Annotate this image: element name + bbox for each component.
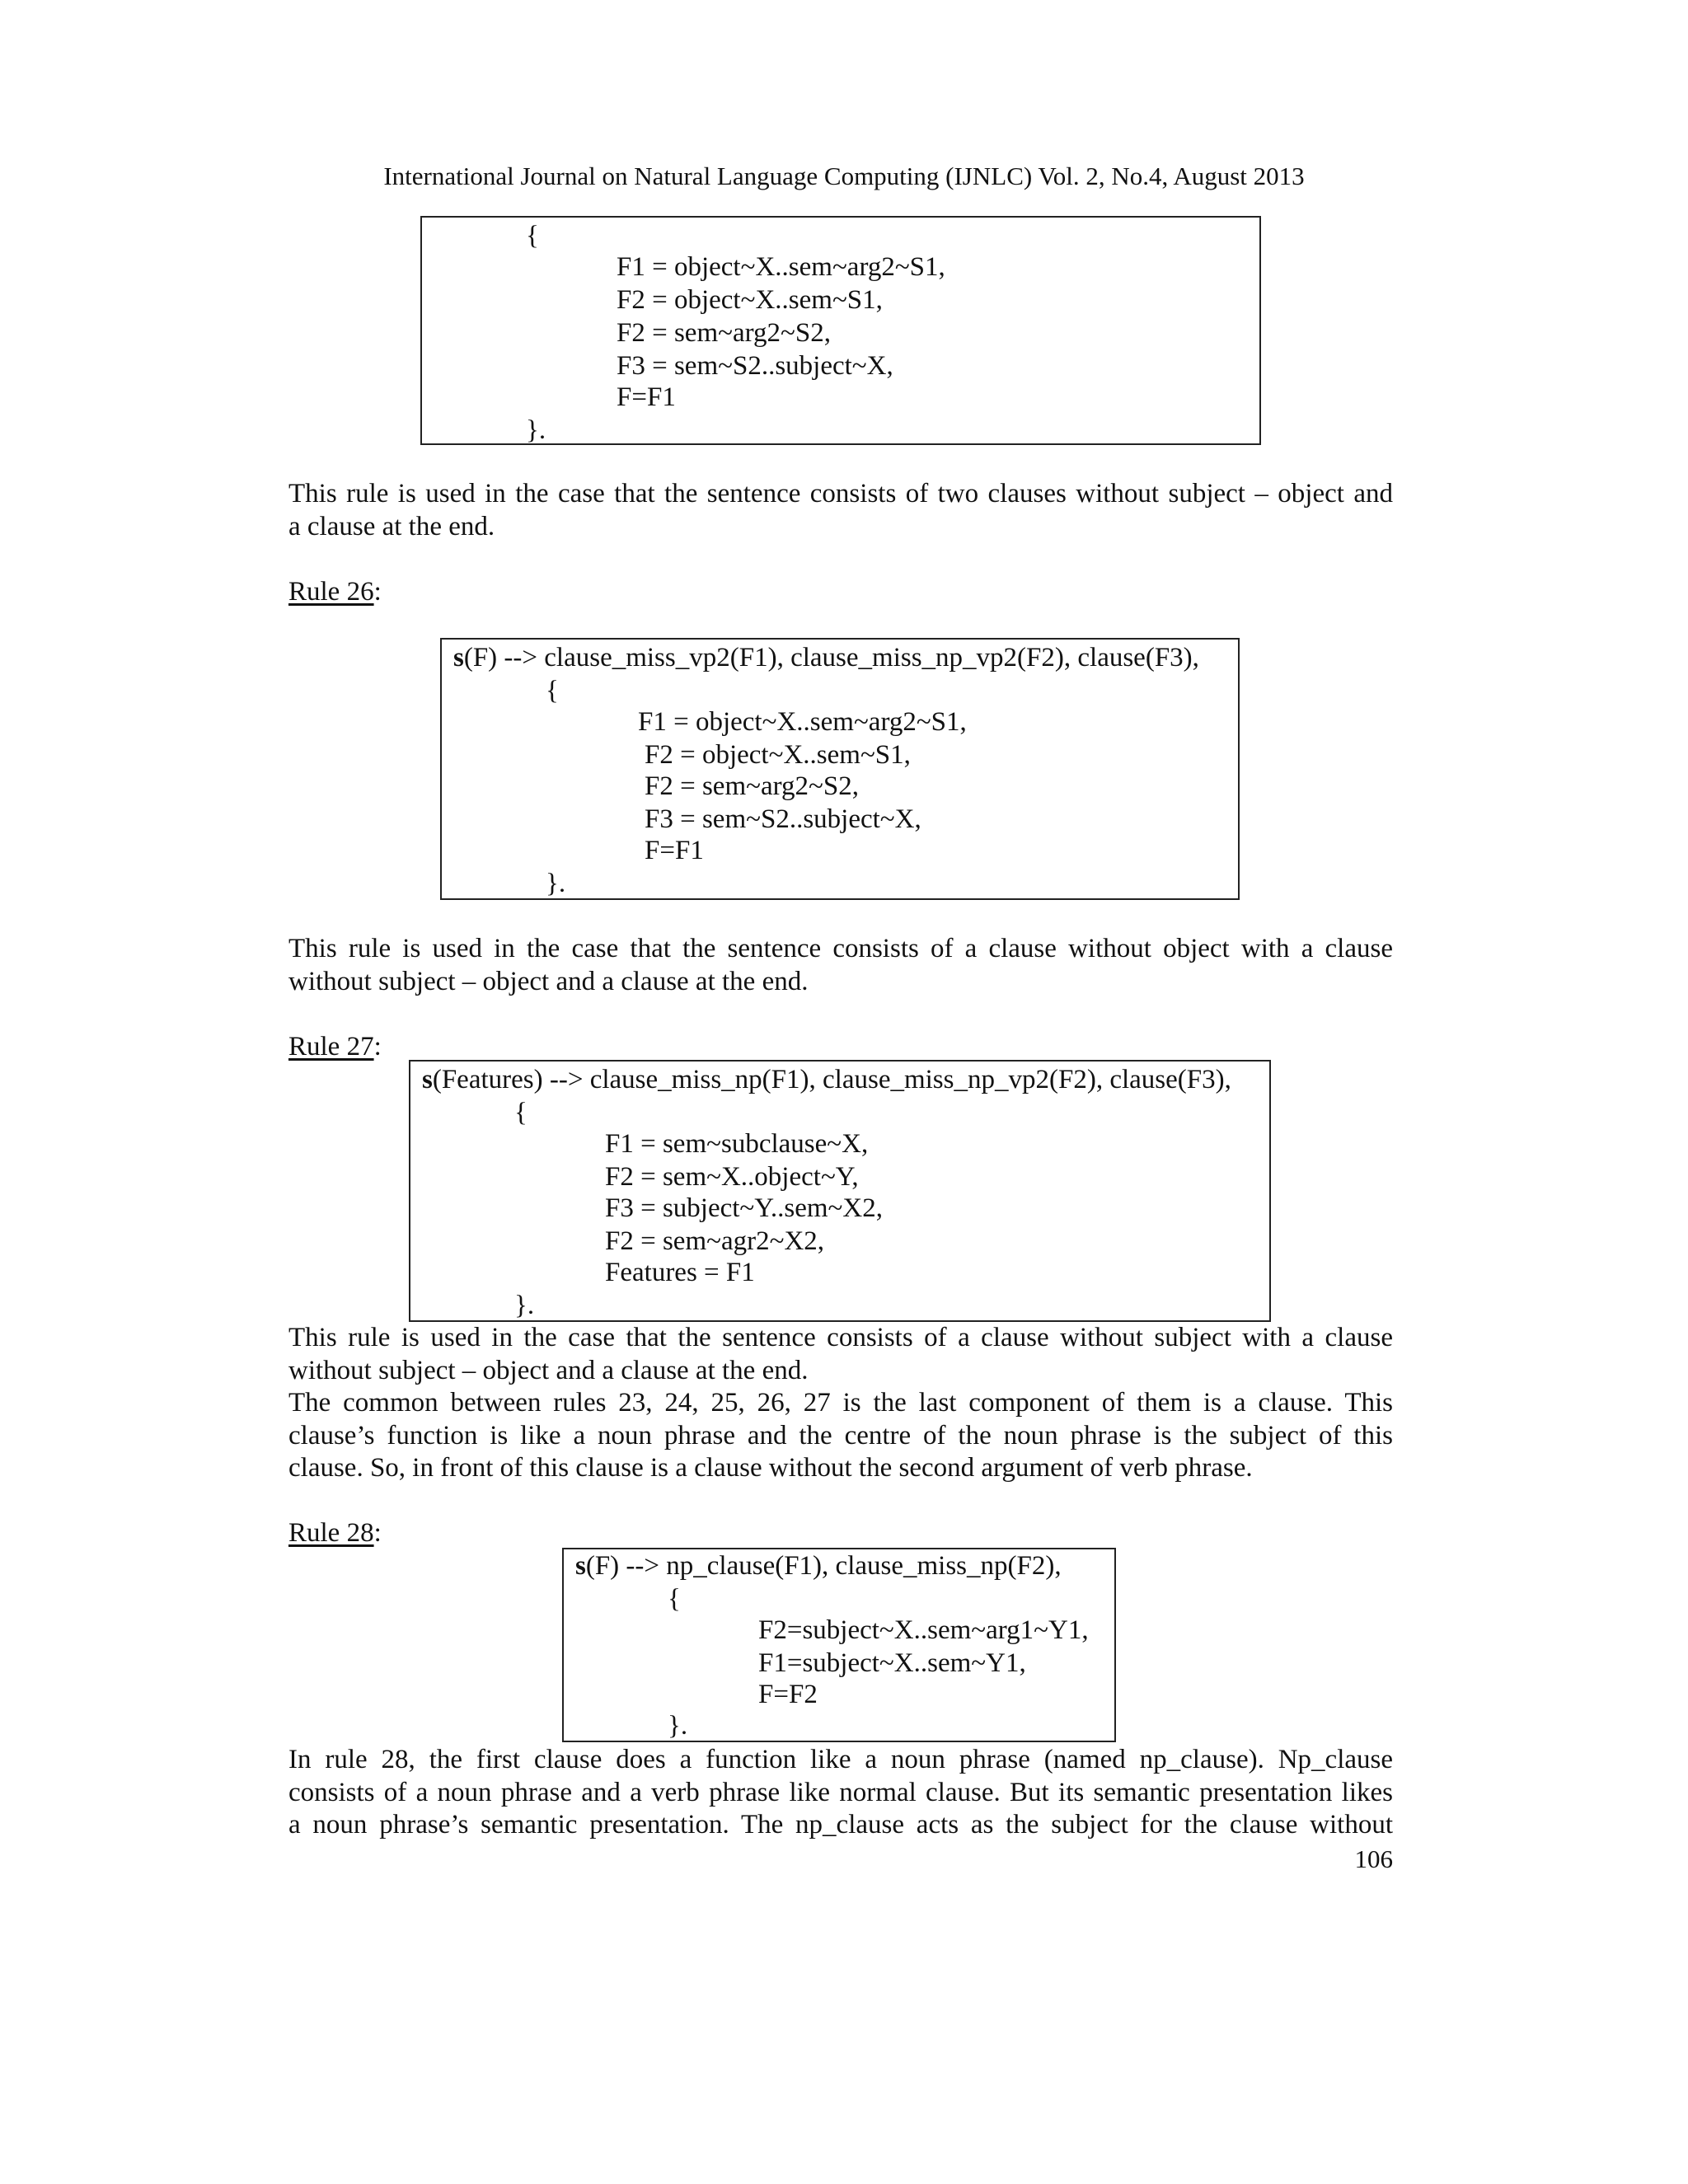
paragraph [288,933,1393,998]
rule27-label [288,1030,382,1063]
paragraph-line: a noun phrase’s semantic presentation. The np_clause acts as the subject for the clause without [288,1810,1393,1840]
rule26-line: F3 = sem~S2..subject~X, [645,804,921,834]
rule26-open-brace: { [546,676,559,705]
rule27-line: F2 = sem~X..object~Y, [605,1162,859,1192]
rule26-label [288,575,382,608]
rule26-head-rest: (F) --> clause_miss_vp2(F1), clause_miss_np_vp2(F2), clause(F3), [463,643,1199,673]
paragraph-line: The common between rules 23, 24, 25, 26, 27 is the last component of them is a clause. This [288,1388,1393,1418]
rule27-head [422,1063,1231,1096]
paragraph-line: consists of a noun phrase and a verb phrase like normal clause. But its semantic presentation likes [288,1777,1393,1807]
rule28-label [288,1516,382,1549]
rule28-line: F2=subject~X..sem~arg1~Y1, [758,1615,1089,1645]
rule26-line: F1 = object~X..sem~arg2~S1, [638,707,967,737]
rule27-head-rest: (Features) --> clause_miss_np(F1), clause_miss_np_vp2(F2), clause(F3), [432,1065,1231,1094]
rule25-line: F=F1 [617,382,676,412]
paragraph-line: without subject – object and a clause at the end. [288,966,809,996]
paragraph-line: This rule is used in the case that the sentence consists of two clauses without subject – object and [288,479,1393,509]
rule25-line: F2 = object~X..sem~S1, [617,285,883,315]
rule27-open-brace: { [514,1098,528,1127]
paragraph-line: In rule 28, the first clause does a function like a noun phrase (named np_clause). Np_clause [288,1745,1393,1774]
rule25-line: F2 = sem~arg2~S2, [617,318,831,348]
rule26-label-text: Rule 26 [288,577,374,607]
rule28-label-text: Rule 28 [288,1518,374,1548]
rule26-line: F2 = object~X..sem~S1, [645,740,911,770]
paragraph-line: clause’s function is like a noun phrase and the centre of the noun phrase is the subject of this [288,1420,1393,1451]
rule27-head-bold: s [422,1065,433,1094]
rule28-close-brace: }. [668,1711,688,1741]
rule25-line: F3 = sem~S2..subject~X, [617,351,893,381]
rule27-label-text: Rule 27 [288,1032,374,1062]
journal-header: International Journal on Natural Language Computing (IJNLC) Vol. 2, No.4, August 2013 [383,162,1305,190]
rule28-line: F1=subject~X..sem~Y1, [758,1648,1026,1678]
rule26-head [453,641,1199,674]
rule27-line: F1 = sem~subclause~X, [605,1129,869,1159]
paragraph-line: This rule is used in the case that the sentence consists of a clause without subject with a clause [288,1323,1393,1352]
rule28-label-colon: : [373,1518,382,1548]
rule26-close-brace: }. [546,869,566,898]
rule28-head [575,1549,1062,1582]
rule25-close-brace: }. [526,415,546,445]
paragraph-line: a clause at the end. [288,511,495,541]
rule27-line: Features = F1 [605,1258,755,1287]
rule27-line: F3 = subject~Y..sem~X2, [605,1193,883,1223]
rule26-head-bold: s [453,643,464,673]
rule26-line: F=F1 [645,836,704,865]
rule28-head-rest: (F) --> np_clause(F1), clause_miss_np(F2), [585,1551,1062,1581]
rule28-line: F=F2 [758,1680,818,1709]
rule27-label-colon: : [373,1032,382,1062]
rule27-line: F2 = sem~agr2~X2, [605,1226,825,1256]
paragraph [288,1744,1393,1842]
rule28-head-bold: s [575,1551,586,1581]
paragraph [288,1322,1393,1485]
page-number: 106 [1354,1844,1393,1873]
rule26-line: F2 = sem~arg2~S2, [645,771,859,801]
paragraph-line: without subject – object and a clause at the end. [288,1355,809,1385]
rule27-close-brace: }. [514,1291,535,1320]
rule25-open-brace: { [526,221,539,251]
rule26-label-colon: : [373,577,382,607]
paragraph [288,478,1393,543]
paragraph-line: This rule is used in the case that the sentence consists of a clause without object with a clause [288,934,1393,963]
rule28-open-brace: { [668,1584,681,1614]
rule25-line: F1 = object~X..sem~arg2~S1, [617,252,945,282]
paragraph-line: clause. So, in front of this clause is a clause without the second argument of verb phrase. [288,1453,1253,1483]
